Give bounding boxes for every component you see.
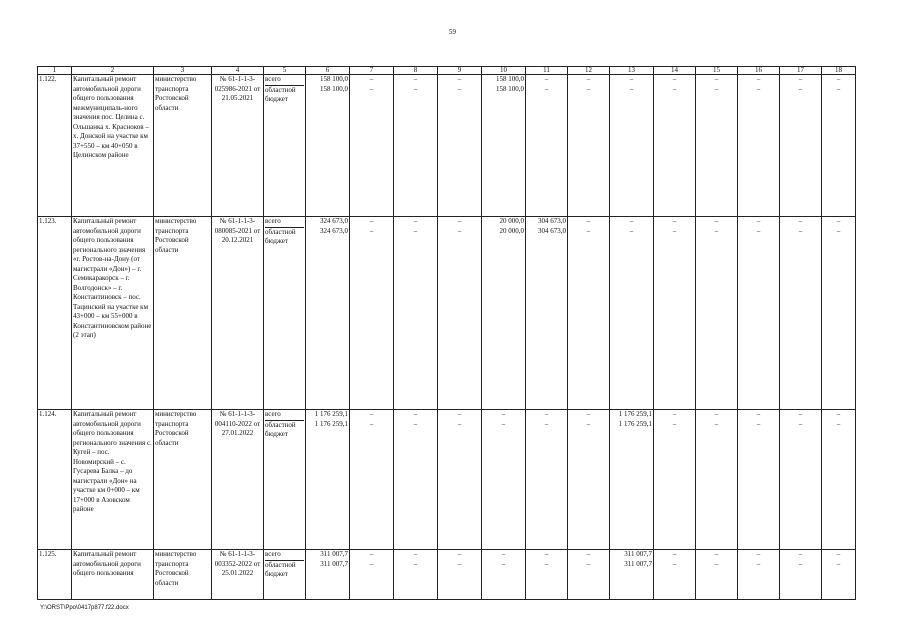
- year-cell: [350, 217, 394, 410]
- value: 304 673,0: [538, 217, 566, 225]
- year-cell: [526, 410, 568, 550]
- year-cell: [568, 217, 610, 410]
- header-cell: 4: [212, 67, 264, 75]
- cost-total: 1 176 259,1: [314, 410, 348, 418]
- value: –: [501, 559, 506, 568]
- table-row: [38, 410, 856, 550]
- year-cell: [394, 75, 438, 217]
- value: –: [544, 559, 549, 568]
- value: –: [544, 84, 549, 93]
- source-total: всего: [265, 217, 281, 225]
- value: –: [756, 419, 761, 428]
- year-cell: [394, 410, 438, 550]
- value: –: [798, 419, 803, 428]
- value: 20 000,0: [499, 217, 524, 225]
- value: –: [501, 419, 506, 428]
- file-path-footer: Y:\ORST\Ppo\0417p877.f22.docx: [40, 605, 129, 611]
- value: –: [756, 410, 761, 418]
- header-cell: 15: [696, 67, 738, 75]
- year-cell: [780, 410, 822, 550]
- value: –: [413, 217, 418, 225]
- year-cell: [350, 410, 394, 550]
- year-cell: [654, 550, 696, 600]
- header-row: [38, 67, 856, 75]
- investment-table: [37, 66, 856, 600]
- year-cell: [696, 410, 738, 550]
- value: –: [369, 559, 374, 568]
- year-cell: [438, 410, 482, 550]
- value: –: [413, 419, 418, 428]
- value: –: [672, 84, 677, 93]
- value: –: [714, 550, 719, 558]
- value: –: [798, 75, 803, 83]
- table-row: [38, 217, 856, 410]
- year-cell: [738, 75, 780, 217]
- year-cell: [482, 75, 526, 217]
- row-number: 1.123.: [38, 217, 72, 410]
- value: 304 673,0: [538, 226, 566, 235]
- funding-source: [264, 410, 306, 550]
- customer-org: министерство транспорта Ростовской области: [154, 550, 212, 600]
- object-name: Капитальный ремонт автомобильной дороги общего пользования регионального значения «г. Ростов-на-Дону (от магистрали «Дон») – г. Семикаракорск – г. Волгодонск» – г. Константиновск – пос. Тацинский на участке км 43+000 – км 55+000 в Константиновском районе (2 этап): [72, 217, 154, 410]
- value: 158 100,0: [496, 84, 524, 93]
- year-cell: [350, 75, 394, 217]
- value: 1 176 259,1: [618, 419, 652, 428]
- funding-source: [264, 75, 306, 217]
- year-cell: [780, 75, 822, 217]
- value: –: [586, 410, 591, 418]
- year-cell: [526, 75, 568, 217]
- value: –: [836, 410, 841, 418]
- header-cell: 11: [526, 67, 568, 75]
- value: –: [457, 75, 462, 83]
- source-budget: областной бюджет: [265, 560, 304, 580]
- value: –: [457, 217, 462, 225]
- value: –: [369, 419, 374, 428]
- value: 1 176 259,1: [618, 410, 652, 418]
- source-budget: областной бюджет: [265, 420, 304, 440]
- year-cell: [350, 550, 394, 600]
- value: –: [798, 559, 803, 568]
- cost-budget: 311 007,7: [320, 559, 348, 568]
- value: –: [586, 75, 591, 83]
- cost-total: 324 673,0: [320, 217, 348, 225]
- year-cell: [568, 75, 610, 217]
- object-name: Капитальный ремонт автомобильной дороги общего пользования межмуниципаль-ного значения пос. Целина с. Ольшанка х. Красноков – х. Донской на участке км 37+550 – км 40+050 в Целинском районе: [72, 75, 154, 217]
- value: –: [798, 550, 803, 558]
- value: –: [798, 84, 803, 93]
- source-budget: областной бюджет: [265, 227, 304, 247]
- value: –: [413, 75, 418, 83]
- year-cell: [568, 410, 610, 550]
- year-cell: [438, 550, 482, 600]
- value: –: [714, 419, 719, 428]
- value: –: [836, 217, 841, 225]
- year-cell: [438, 217, 482, 410]
- header-cell: 13: [610, 67, 654, 75]
- value: –: [501, 410, 506, 418]
- value: –: [672, 226, 677, 235]
- header-cell: 8: [394, 67, 438, 75]
- value: –: [798, 226, 803, 235]
- expertise-doc: № 61-1-1-3-004110-2022 от 27.01.2022: [212, 410, 264, 550]
- year-cell: [822, 550, 856, 600]
- header-cell: 6: [306, 67, 350, 75]
- header-cell: 10: [482, 67, 526, 75]
- year-cell: [822, 410, 856, 550]
- value: –: [756, 226, 761, 235]
- year-cell: [696, 550, 738, 600]
- value: –: [586, 559, 591, 568]
- year-cell: [654, 75, 696, 217]
- estimated-cost: [306, 550, 350, 600]
- year-cell: [738, 550, 780, 600]
- year-cell: [654, 410, 696, 550]
- customer-org: министерство транспорта Ростовской области: [154, 75, 212, 217]
- table-row: [38, 75, 856, 217]
- year-cell: [822, 75, 856, 217]
- value: –: [672, 559, 677, 568]
- cost-budget: 158 100,0: [320, 84, 348, 93]
- value: –: [369, 75, 374, 83]
- row-number: 1.124.: [38, 410, 72, 550]
- estimated-cost: [306, 217, 350, 410]
- year-cell: [482, 217, 526, 410]
- customer-org: министерство транспорта Ростовской области: [154, 410, 212, 550]
- year-cell: [526, 217, 568, 410]
- value: –: [369, 550, 374, 558]
- estimated-cost: [306, 410, 350, 550]
- value: –: [629, 84, 634, 93]
- year-cell: [610, 217, 654, 410]
- value: –: [544, 75, 549, 83]
- header-cell: 3: [154, 67, 212, 75]
- value: –: [413, 84, 418, 93]
- cost-total: 311 007,7: [320, 550, 348, 558]
- value: –: [714, 410, 719, 418]
- table-row: [38, 550, 856, 600]
- year-cell: [526, 550, 568, 600]
- value: –: [369, 84, 374, 93]
- value: 20 000,0: [499, 226, 524, 235]
- value: 311 007,7: [624, 559, 652, 568]
- value: –: [629, 75, 634, 83]
- value: –: [586, 217, 591, 225]
- value: –: [629, 217, 634, 225]
- value: –: [714, 559, 719, 568]
- value: –: [836, 84, 841, 93]
- value: –: [714, 217, 719, 225]
- value: –: [544, 410, 549, 418]
- object-name: Капитальный ремонт автомобильной дороги общего пользования: [72, 550, 154, 600]
- header-cell: 16: [738, 67, 780, 75]
- value: –: [457, 84, 462, 93]
- value: –: [457, 559, 462, 568]
- source-budget: областной бюджет: [265, 85, 304, 105]
- year-cell: [738, 410, 780, 550]
- header-cell: 12: [568, 67, 610, 75]
- year-cell: [822, 217, 856, 410]
- cost-budget: 1 176 259,1: [314, 419, 348, 428]
- value: –: [836, 226, 841, 235]
- value: –: [756, 550, 761, 558]
- value: –: [714, 84, 719, 93]
- value: –: [413, 226, 418, 235]
- expertise-doc: № 61-1-1-3-025986-2021 от 21.05.2021: [212, 75, 264, 217]
- header-cell: 14: [654, 67, 696, 75]
- year-cell: [696, 75, 738, 217]
- value: 158 100,0: [496, 75, 524, 83]
- value: –: [369, 410, 374, 418]
- value: –: [544, 419, 549, 428]
- value: –: [798, 410, 803, 418]
- year-cell: [610, 75, 654, 217]
- value: –: [756, 75, 761, 83]
- year-cell: [394, 550, 438, 600]
- value: –: [413, 410, 418, 418]
- year-cell: [482, 410, 526, 550]
- year-cell: [654, 217, 696, 410]
- header-cell: 17: [780, 67, 822, 75]
- value: –: [672, 75, 677, 83]
- cost-total: 158 100,0: [320, 75, 348, 83]
- value: –: [836, 75, 841, 83]
- value: –: [714, 75, 719, 83]
- value: –: [544, 550, 549, 558]
- value: –: [413, 550, 418, 558]
- value: –: [369, 226, 374, 235]
- row-number: 1.125.: [38, 550, 72, 600]
- year-cell: [610, 410, 654, 550]
- value: –: [756, 559, 761, 568]
- year-cell: [568, 550, 610, 600]
- value: –: [629, 226, 634, 235]
- year-cell: [696, 217, 738, 410]
- source-total: всего: [265, 75, 281, 83]
- value: –: [457, 419, 462, 428]
- year-cell: [610, 550, 654, 600]
- header-cell: 18: [822, 67, 856, 75]
- header-cell: 2: [72, 67, 154, 75]
- value: –: [586, 84, 591, 93]
- value: –: [586, 550, 591, 558]
- value: –: [586, 226, 591, 235]
- year-cell: [738, 217, 780, 410]
- value: –: [798, 217, 803, 225]
- value: –: [672, 419, 677, 428]
- value: –: [586, 419, 591, 428]
- customer-org: министерство транспорта Ростовской области: [154, 217, 212, 410]
- header-cell: 1: [38, 67, 72, 75]
- source-total: всего: [265, 410, 281, 418]
- value: 311 007,7: [624, 550, 652, 558]
- value: –: [501, 550, 506, 558]
- funding-source: [264, 550, 306, 600]
- year-cell: [482, 550, 526, 600]
- row-number: 1.122.: [38, 75, 72, 217]
- year-cell: [438, 75, 482, 217]
- estimated-cost: [306, 75, 350, 217]
- header-cell: 5: [264, 67, 306, 75]
- header-cell: 7: [350, 67, 394, 75]
- value: –: [672, 217, 677, 225]
- value: –: [457, 550, 462, 558]
- object-name: Капитальный ремонт автомобильной дороги общего пользования регионального значения с. Кугей – пос. Новомирский – с. Гусарева Балка – до магистрали «Дон» на участке км 0+000 – км 17+000 в Азовском районе: [72, 410, 154, 550]
- page-number: 59: [449, 28, 456, 36]
- value: –: [756, 217, 761, 225]
- source-total: всего: [265, 550, 281, 558]
- value: –: [756, 84, 761, 93]
- value: –: [457, 410, 462, 418]
- year-cell: [780, 217, 822, 410]
- expertise-doc: № 61-1-1-3-003352-2022 от 25.01.2022: [212, 550, 264, 600]
- value: –: [672, 410, 677, 418]
- value: –: [836, 550, 841, 558]
- year-cell: [780, 550, 822, 600]
- value: –: [413, 559, 418, 568]
- header-cell: 9: [438, 67, 482, 75]
- cost-budget: 324 673,0: [320, 226, 348, 235]
- funding-source: [264, 217, 306, 410]
- value: –: [714, 226, 719, 235]
- value: –: [836, 559, 841, 568]
- value: –: [369, 217, 374, 225]
- value: –: [836, 419, 841, 428]
- value: –: [672, 550, 677, 558]
- expertise-doc: № 61-1-1-3-080085-2021 от 20.12.2021: [212, 217, 264, 410]
- value: –: [457, 226, 462, 235]
- year-cell: [394, 217, 438, 410]
